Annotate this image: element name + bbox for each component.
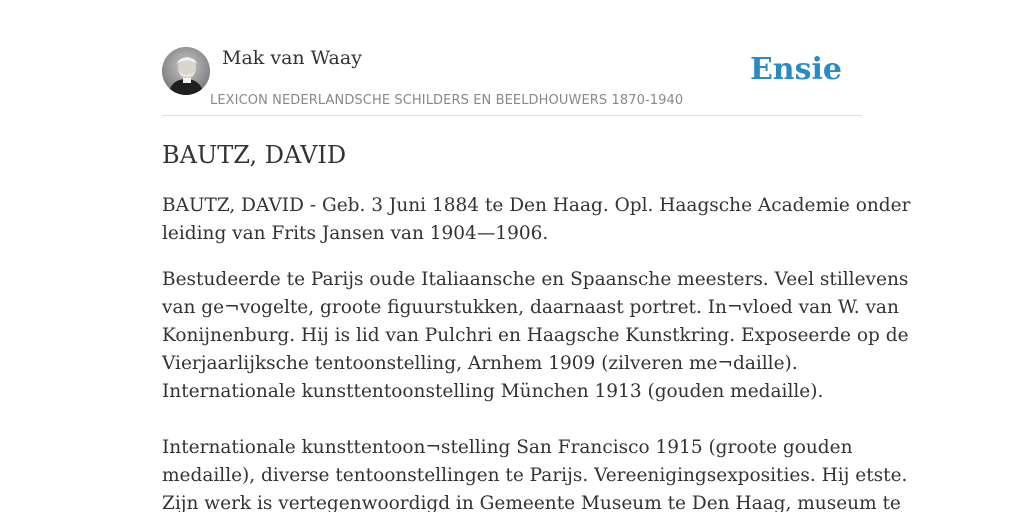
article-title: BAUTZ, DAVID bbox=[162, 141, 347, 169]
header-divider bbox=[162, 115, 862, 116]
article-paragraph-2 bbox=[162, 266, 909, 512]
text-line: medaille), diverse tentoonstellingen te Parijs. Vereenigingsexposities. Hij etste. bbox=[162, 465, 908, 486]
text-line: Zijn werk is vertegenwoordigd in Gemeente Museum te Den Haag, museum te bbox=[162, 493, 901, 512]
author-avatar[interactable] bbox=[162, 47, 210, 95]
text-line: Konijnenburg. Hij is lid van Pulchri en Haagsche Kunstkring. Exposeerde op de bbox=[162, 325, 909, 346]
text-line: BAUTZ, DAVID - Geb. 3 Juni 1884 te Den Haag. Opl. Haagsche Academie onder bbox=[162, 195, 911, 216]
text-line: Bestudeerde te Parijs oude Italiaansche en Spaansche meesters. Veel stillevens bbox=[162, 269, 909, 290]
article-paragraph-1 bbox=[162, 192, 911, 248]
author-name[interactable]: Mak van Waay bbox=[222, 47, 362, 69]
article-body bbox=[162, 192, 911, 512]
text-line: leiding van Frits Jansen van 1904—1906. bbox=[162, 223, 549, 244]
paragraph-break bbox=[162, 406, 862, 434]
text-line: Internationale kunsttentoonstelling München 1913 (gouden medaille). bbox=[162, 381, 824, 402]
author-portrait-icon bbox=[162, 47, 210, 95]
collection-label[interactable]: LEXICON NEDERLANDSCHE SCHILDERS EN BEELDHOUWERS 1870-1940 bbox=[210, 93, 684, 108]
brand-logo[interactable]: Ensie bbox=[749, 52, 842, 87]
text-line: van ge¬vogelte, groote figuurstukken, daarnaast portret. In¬vloed van W. van bbox=[162, 297, 899, 318]
text-line: Vierjaarlijksche tentoonstelling, Arnhem 1909 (zilveren me¬daille). bbox=[162, 353, 798, 374]
text-line: Internationale kunsttentoon¬stelling San Francisco 1915 (groote gouden bbox=[162, 437, 853, 458]
